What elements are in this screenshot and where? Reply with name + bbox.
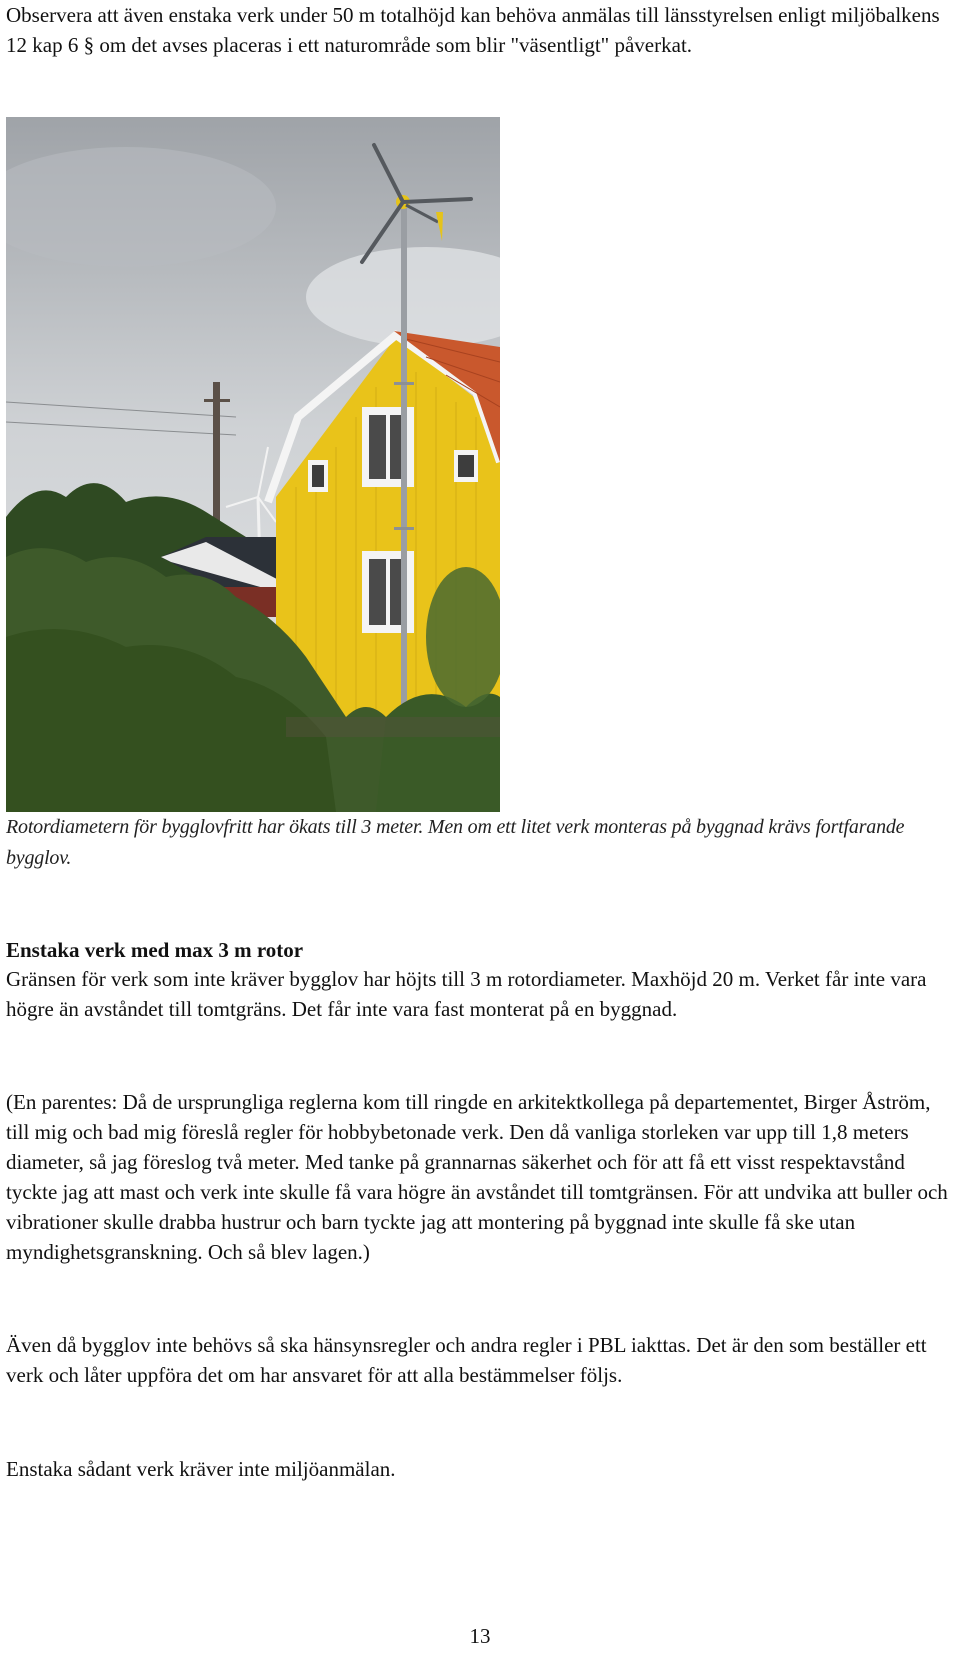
rules-paragraph: Gränsen för verk som inte kräver bygglov har höjts till 3 m rotordiameter. Maxhöjd 20 m. Verket får inte vara högre än avståndet till tomtgräns. Det får inte vara fast monterat på en byggnad. [6,967,927,1021]
intro-paragraph: Observera att även enstaka verk under 50 m totalhöjd kan behöva anmälas till länsstyrelsen enligt miljöbalkens 12 kap 6 § om det avses placeras i ett naturområde som blir "väsentligt" påverkat. [6,3,940,57]
wind-turbine-house-photo [6,117,500,812]
section-heading: Enstaka verk med max 3 m rotor [6,938,304,962]
parentes-paragraph: (En parentes: Då de ursprungliga reglerna kom till ringde en arkitektkollega på departementet, Birger Åström, till mig och bad mig föreslå regler för hobbybetonade verk. Den då vanliga storleken var upp till 1,8 meters diameter, så jag föreslog två meter. Med tanke på grannarnas säkerhet och för att få ett visst respektavstånd tyckte jag att mast och verk inte skulle få vara högre än avståndet till tomtgränsen. För att undvika att buller och vibrationer skulle drabba hustrur och barn tyckte jag att montering på byggnad inte skulle få ske utan myndighetsgranskning. Och så blev lagen.) [6,1090,948,1264]
environment-paragraph: Enstaka sådant verk kräver inte miljöanmälan. [6,1457,396,1481]
page-number: 13 [469,1624,491,1648]
pbl-paragraph: Även då bygglov inte behövs så ska hänsynsregler och andra regler i PBL iakttas. Det är den som beställer ett verk och låter uppföra det om har ansvaret för att alla bestämmelser följs. [6,1333,927,1387]
photo-caption: Rotordiametern för bygglovfritt har ökats till 3 meter. Men om ett litet verk monteras på byggnad krävs fortfarande bygglov. [6,816,905,869]
